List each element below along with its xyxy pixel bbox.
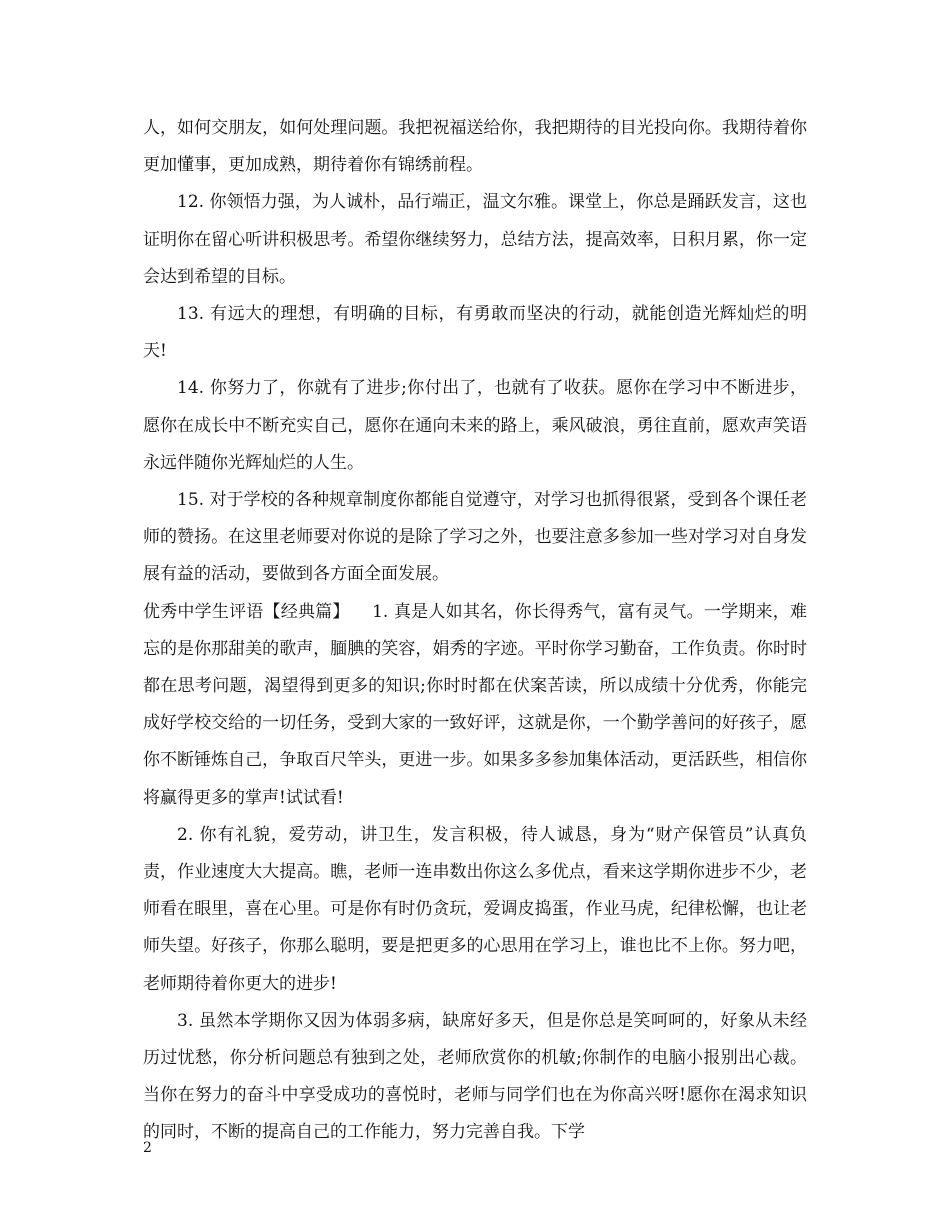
paragraph-comment-13: 13. 有远大的理想，有明确的目标，有勇敢而坚决的行动，就能创造光辉灿烂的明天! <box>143 304 807 362</box>
paragraph-classic-section-1: 优秀中学生评语【经典篇】 1. 真是人如其名，你长得秀气，富有灵气。一学期来，难忘的是你那甜美的歌声，腼腆的笑容，娟秀的字迹。平时你学习勤奋，工作负责。你时时都在思考问题，渴望得到更多的知识;你时时都在伏案苦读，所以成绩十分优秀，你能完成好学校交给的一切任务，受到大家的一致好评，这就是你，一个勤学善问的好孩子，愿你不断锤炼自己，争取百尺竿头，更进一步。如果多多参加集体活动，更活跃些，相信你将赢得更多的掌声!试试看! <box>143 601 807 808</box>
paragraph-classic-3: 3. 虽然本学期你又因为体弱多病，缺席好多天，但是你总是笑呵呵的，好象从未经历过忧愁，你分析问题总有独到之处，老师欣赏你的机敏;你制作的电脑小报别出心裁。当你在努力的奋斗中享受成功的喜悦时，老师与同学们也在为你高兴呀!愿你在渴求知识的同时，不断的提高自己的工作能力，努力完善自我。下学 <box>143 1010 807 1143</box>
document-body <box>143 110 807 1152</box>
paragraph-comment-14: 14. 你努力了，你就有了进步;你付出了，也就有了收获。愿你在学习中不断进步，愿你在成长中不断充实自己，愿你在通向未来的路上，乘风破浪，勇往直前，愿欢声笑语永远伴随你光辉灿烂的人生。 <box>143 378 807 473</box>
paragraph-continuation: 人，如何交朋友，如何处理问题。我把祝福送给你，我把期待的目光投向你。我期待着你更加懂事，更加成熟，期待着你有锦绣前程。 <box>143 118 807 176</box>
page-number: 2 <box>143 1140 152 1156</box>
paragraph-classic-2: 2. 你有礼貌，爱劳动，讲卫生，发言积极，待人诚恳，身为“财产保管员”认真负责，作业速度大大提高。瞧，老师一连串数出你这么多优点，看来这学期你进步不少，老师看在眼里，喜在心里。可是你有时仍贪玩，爱调皮捣蛋，作业马虎，纪律松懈，也让老师失望。好孩子，你那么聪明，要是把更多的心思用在学习上，谁也比不上你。努力吧，老师期待着你更大的进步! <box>143 824 807 994</box>
paragraph-comment-12: 12. 你领悟力强，为人诚朴，品行端正，温文尔雅。课堂上，你总是踊跃发言，这也证明你在留心听讲积极思考。希望你继续努力，总结方法，提高效率，日积月累，你一定会达到希望的目标。 <box>143 192 807 287</box>
paragraph-comment-15: 15. 对于学校的各种规章制度你都能自觉遵守，对学习也抓得很紧，受到各个课任老师的赞扬。在这里老师要对你说的是除了学习之外，也要注意多参加一些对学习对自身发展有益的活动，要做到各方面全面发展。 <box>143 490 807 585</box>
